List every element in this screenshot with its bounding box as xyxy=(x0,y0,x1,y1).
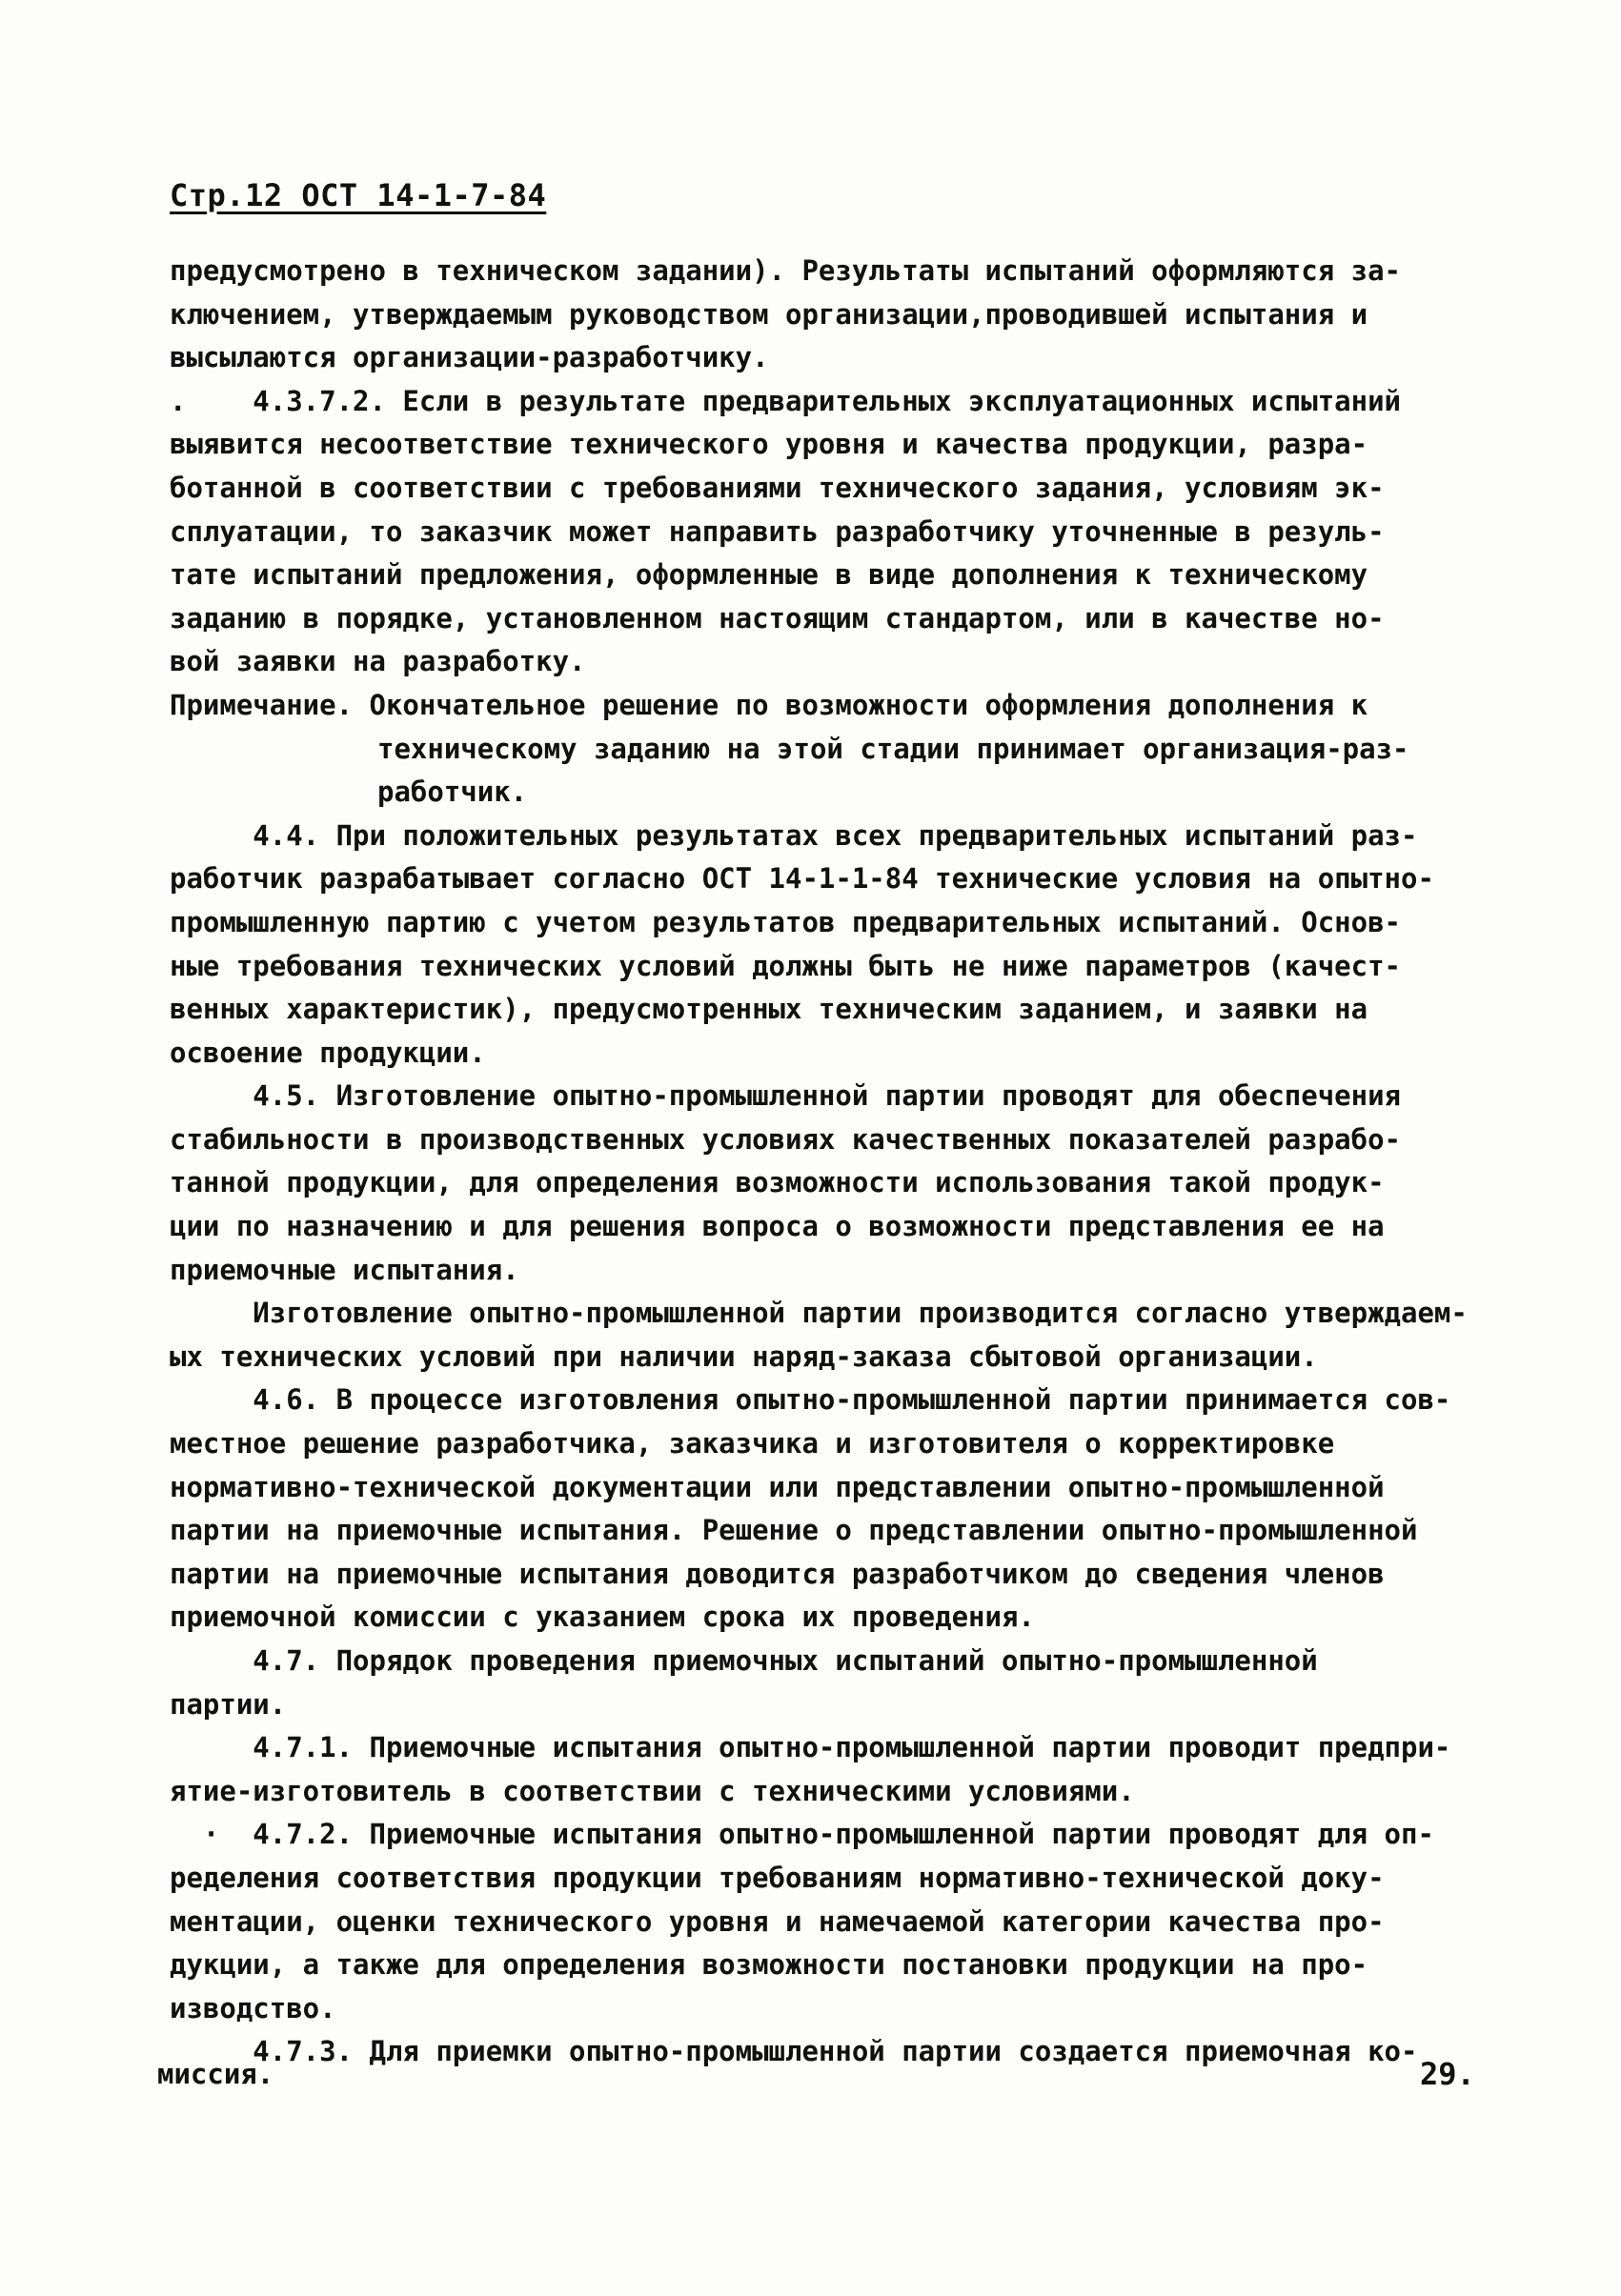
text-line: работчик разрабатывает согласно ОСТ 14-1-1-84 технические условия на опытно- xyxy=(170,862,1434,896)
text-line: ределения соответствия продукции требованиям нормативно-технической доку- xyxy=(170,1861,1385,1894)
text-line: тате испытаний предложения, оформленные в виде дополнения к техническому xyxy=(170,558,1368,592)
text-line: 4.5. Изготовление опытно-промышленной партии проводят для обеспечения xyxy=(170,1079,1402,1113)
text-line: ции по назначению и для решения вопроса о возможности представления ее на xyxy=(170,1210,1385,1243)
text-line: изводство. xyxy=(170,1991,336,2024)
text-line: стабильности в производственных условиях качественных показателей разрабо- xyxy=(170,1122,1402,1156)
text-line: приемочные испытания. xyxy=(170,1253,519,1286)
text-line: 4.7. Порядок проведения приемочных испытаний опытно-промышленной xyxy=(170,1644,1318,1677)
text-line: · 4.7.2. Приемочные испытания опытно-промышленной партии проводят для оп- xyxy=(170,1818,1434,1851)
note-line: Примечание. Окончательное решение по возможности оформления дополнения к xyxy=(170,688,1368,721)
text-line: приемочной комиссии с указанием срока их проведения. xyxy=(170,1601,1035,1634)
text-line: ых технических условий при наличии наряд-заказа сбытовой организации. xyxy=(170,1339,1318,1373)
text-line: танной продукции, для определения возможности использования такой продук- xyxy=(170,1166,1385,1199)
text-line: местное решение разработчика, заказчика и изготовителя о корректировке xyxy=(170,1427,1335,1460)
text-line: . 4.3.7.2. Если в результате предварительных эксплуатационных испытаний xyxy=(170,384,1402,417)
page-number: 29. xyxy=(1420,2056,1475,2092)
text-line: дукции, а также для определения возможности постановки продукции на про- xyxy=(170,1948,1368,1982)
note-line: работчик. xyxy=(377,775,528,809)
note-line: техническому заданию на этой стадии принимает организация-раз- xyxy=(377,732,1409,765)
text-line: нормативно-технической документации или представлении опытно-промышленной xyxy=(170,1470,1385,1503)
text-line: 4.4. При положительных результатах всех предварительных испытаний раз- xyxy=(170,818,1418,852)
text-line: венных характеристик), предусмотренных техническим заданием, и заявки на xyxy=(170,993,1368,1026)
text-line: 4.7.3. Для приемки опытно-промышленной партии создается приемочная ко- xyxy=(170,2035,1418,2068)
text-line: вой заявки на разработку. xyxy=(170,645,586,678)
page-header: Стр.12 ОСТ 14-1-7-84 xyxy=(170,177,547,213)
text-line: высылаются организации-разработчику. xyxy=(170,341,769,374)
text-line: выявится несоответствие технического уровня и качества продукции, разра- xyxy=(170,428,1368,461)
text-line: промышленную партию с учетом результатов предварительных испытаний. Основ- xyxy=(170,905,1402,938)
text-line: заданию в порядке, установленном настоящим стандартом, или в качестве но- xyxy=(170,601,1385,634)
text-line: партии на приемочные испытания. Решение о представлении опытно-промышленной xyxy=(170,1514,1418,1547)
text-line: ботанной в соответствии с требованиями технического задания, условиям эк- xyxy=(170,471,1385,504)
text-line: Изготовление опытно-промышленной партии производится согласно утверждаем- xyxy=(170,1297,1468,1330)
text-line: ные требования технических условий должны быть не ниже параметров (качест- xyxy=(170,949,1402,982)
text-line: освоение продукции. xyxy=(170,1036,486,1069)
text-line: ментации, оценки технического уровня и намечаемой категории качества про- xyxy=(170,1904,1385,1938)
text-line: партии. xyxy=(170,1687,287,1721)
text-line: партии на приемочные испытания доводится разработчиком до сведения членов xyxy=(170,1557,1385,1590)
text-line: 4.6. В процессе изготовления опытно-промышленной партии принимается сов- xyxy=(170,1383,1451,1417)
text-line: сплуатации, то заказчик может направить разработчику уточненные в резуль- xyxy=(170,514,1385,548)
document-body xyxy=(170,250,1485,2074)
text-line: 4.7.1. Приемочные испытания опытно-промышленной партии проводит предпри- xyxy=(170,1731,1451,1764)
text-line: ятие-изготовитель в соответствии с техническими условиями. xyxy=(170,1774,1135,1807)
text-line: предусмотрено в техническом задании). Результаты испытаний оформляются за- xyxy=(170,254,1402,287)
continuation-word: миссия. xyxy=(157,2058,274,2090)
text-line: ключением, утверждаемым руководством организации,проводившей испытания и xyxy=(170,297,1368,331)
